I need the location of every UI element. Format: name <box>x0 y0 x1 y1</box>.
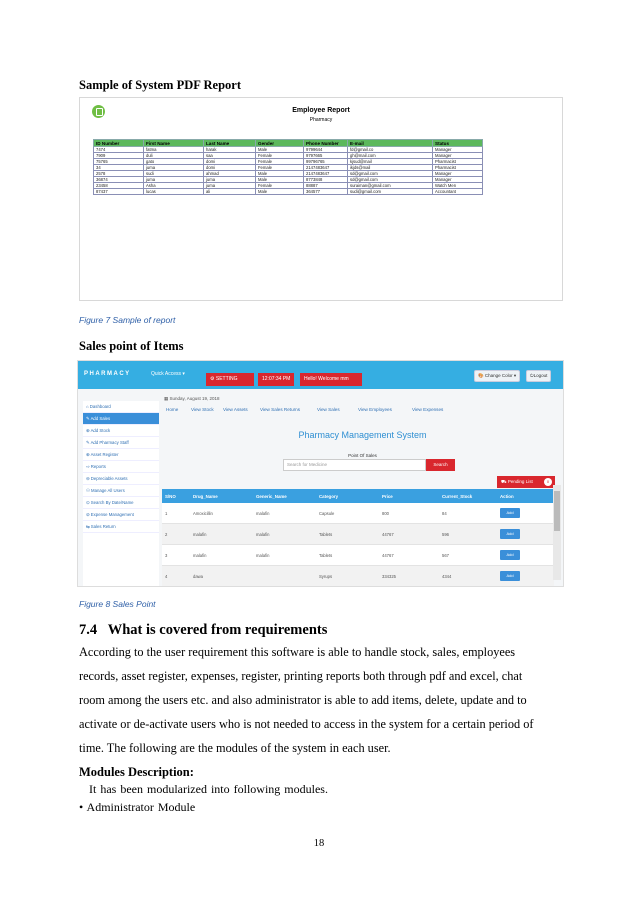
table-row <box>162 545 554 566</box>
table-cell: sudi@gmail.com <box>348 189 433 195</box>
table-row <box>94 189 483 195</box>
change-color-button[interactable]: 🎨 Change Color ▾ <box>474 370 520 382</box>
logout-label: Logout <box>533 373 548 378</box>
sidebar <box>83 401 159 586</box>
action-cell <box>497 503 554 524</box>
table-cell: malafin <box>253 524 316 545</box>
table-cell: 596 <box>439 524 497 545</box>
welcome-user: mm <box>340 376 349 382</box>
table-cell: Manager <box>433 147 483 153</box>
nav-link-view-sales[interactable]: View Sales <box>317 407 340 412</box>
change-color-label: Change Color ▾ <box>484 373 517 378</box>
sidebar-item-label: Reports <box>90 464 106 469</box>
sidebar-item-label: Search By Date/Name <box>90 500 134 505</box>
pending-label: Pending <box>507 479 525 484</box>
sidebar-item-icon: ⊘ <box>86 512 91 517</box>
sidebar-item-icon: ⌂ <box>86 404 90 409</box>
table-cell: sudi <box>144 171 204 177</box>
sidebar-item-label: Add Stock <box>90 428 111 433</box>
table-cell: gato <box>144 159 204 165</box>
table-cell: duli <box>144 153 204 159</box>
section-heading: 7.4 What is covered from requirements <box>79 622 328 638</box>
table-cell: sd@gmail.com <box>348 171 433 177</box>
table-cell: 1 <box>162 503 190 524</box>
list-label: List <box>525 479 533 484</box>
sidebar-item-icon: ⊖ <box>86 476 91 481</box>
sales-point-figure <box>77 360 564 587</box>
pending-list-button[interactable]: ⛟ Pending List 0 <box>497 476 555 488</box>
table-cell: 7474 <box>94 147 144 153</box>
table-cell: Tablets <box>316 524 379 545</box>
table-cell: fd@gmail.co <box>348 147 433 153</box>
sidebar-item-label: Dashboard <box>89 404 111 409</box>
sidebar-item-label: Expense Management <box>90 512 134 517</box>
table-cell: lucas <box>144 189 204 195</box>
report-title: Employee Report <box>292 107 350 114</box>
setting-button[interactable]: ⚙ SETTING <box>206 373 254 386</box>
table-cell: fatma <box>144 147 204 153</box>
table-cell: juma <box>204 177 256 183</box>
date-label: Sunday, August 19, 2018 <box>169 396 220 401</box>
table-cell: kjsud@mail <box>348 159 433 165</box>
table-cell: Accountant <box>433 189 483 195</box>
brand-logo[interactable]: PHARMACY <box>84 371 131 377</box>
report-sample-heading: Sample of System PDF Report <box>79 78 242 92</box>
table-cell: Male <box>256 147 304 153</box>
table-cell: 87437 <box>94 189 144 195</box>
table-cell <box>253 566 316 587</box>
sidebar-item-reports[interactable] <box>83 461 159 473</box>
sidebar-item-label: Add Sales <box>90 416 111 421</box>
table-cell: Pharmacist <box>433 165 483 171</box>
table-cell: 800 <box>379 503 439 524</box>
drug-table-header: Drug_Name <box>190 489 253 503</box>
table-cell: 2147483647 <box>304 165 348 171</box>
table-cell: juma <box>144 177 204 183</box>
employee-table-header: First Name <box>144 140 204 147</box>
table-cell: harak <box>204 147 256 153</box>
date-display: ▦ Sunday, August 19, 2018 <box>164 396 220 401</box>
table-cell: saa <box>204 153 256 159</box>
table-cell: 8773848 <box>304 177 348 183</box>
employee-table-header: Phone Number <box>304 140 348 147</box>
table-cell: 99796765 <box>304 159 348 165</box>
table-cell: Amoxicillin <box>190 503 253 524</box>
nav-link-home[interactable]: Home <box>166 407 179 412</box>
sidebar-item-depreciable-assets[interactable] <box>83 473 159 485</box>
employee-table-header: Gender <box>256 140 304 147</box>
table-cell: Female <box>256 153 304 159</box>
table-cell: 9797665 <box>304 153 348 159</box>
table-cell: 44767 <box>379 545 439 566</box>
table-cell: 36874 <box>94 177 144 183</box>
sidebar-item-add-sales[interactable] <box>83 413 159 425</box>
drug-table-header: Action <box>497 489 554 503</box>
sidebar-item-add-stock[interactable] <box>83 425 159 437</box>
sidebar-item-label: Sales Return <box>90 524 116 529</box>
paragraph-line: activate or de-activate users who is not needed to access in the system for a certain period of <box>79 717 534 731</box>
table-cell: 567 <box>439 545 497 566</box>
table-cell: 334325 <box>379 566 439 587</box>
table-cell: Syrups <box>316 566 379 587</box>
sidebar-item-icon: ⊙ <box>86 500 91 505</box>
table-cell: Manager <box>433 177 483 183</box>
table-cell: juma <box>144 165 204 171</box>
table-cell: 2578 <box>94 171 144 177</box>
paragraph-line: According to the user requirement this software is able to handle stock, sales, employees <box>79 645 516 659</box>
sidebar-item-icon: ⇨ <box>86 464 91 469</box>
table-cell: 44767 <box>379 524 439 545</box>
table-cell: Male <box>256 177 304 183</box>
modules-heading: Modules Description: <box>79 765 194 779</box>
pending-count-badge: 0 <box>544 478 552 486</box>
table-cell: 23458 <box>94 183 144 189</box>
table-cell: 9799644 <box>304 147 348 153</box>
nav-link-view-assets[interactable]: View Assets <box>223 407 248 412</box>
employee-table-header: Last Name <box>204 140 256 147</box>
sidebar-item-label: Manage All Users <box>91 488 125 493</box>
table-cell: 2147483647 <box>304 171 348 177</box>
sidebar-item-search-by-date-name[interactable] <box>83 497 159 509</box>
table-cell: 4 <box>162 566 190 587</box>
employee-table-header: Status <box>433 140 483 147</box>
table-cell: 3 <box>162 545 190 566</box>
employee-table <box>93 139 483 195</box>
paragraph-line: room among the users etc. and also administrator is able to add items, delete, update and to <box>79 693 527 707</box>
sidebar-item-icon: ✎ <box>86 416 91 421</box>
figure-8-caption: Figure 8 Sales Point <box>79 599 156 609</box>
table-cell: 75765 <box>94 159 144 165</box>
page-title: Pharmacy Management System <box>298 430 427 440</box>
table-cell: Manager <box>433 171 483 177</box>
table-cell: 4344 <box>439 566 497 587</box>
table-cell: sd@gmail.com <box>348 177 433 183</box>
table-cell: 7909 <box>94 153 144 159</box>
table-cell: malafin <box>190 545 253 566</box>
nav-link-view-sales-returns[interactable]: View Sales Returns <box>260 407 301 412</box>
table-cell: Female <box>256 183 304 189</box>
main-content <box>162 393 563 586</box>
sidebar-item-label: Add Pharmacy Staff <box>90 440 129 445</box>
page-number: 18 <box>313 838 325 849</box>
table-row <box>162 566 554 587</box>
sidebar-item-asset-register[interactable] <box>83 449 159 461</box>
table-cell: Male <box>256 171 304 177</box>
point-of-sales-label: Point Of Sales <box>348 453 377 458</box>
medicine-search-input[interactable]: Search for Medicine <box>283 459 426 471</box>
scrollbar-thumb[interactable] <box>554 491 560 531</box>
table-cell: 34 <box>94 165 144 171</box>
table-row <box>162 524 554 545</box>
welcome-label: Hello! Welcome <box>304 376 339 382</box>
report-subtitle: Pharmacy <box>309 117 333 123</box>
sidebar-item-manage-all-users[interactable] <box>83 485 159 497</box>
table-cell: dawa <box>190 566 253 587</box>
table-cell: Asha <box>144 183 204 189</box>
table-cell: domi <box>204 165 256 171</box>
sales-point-heading: Sales point of Items <box>79 339 184 353</box>
table-cell: ikjds@mail <box>348 165 433 171</box>
drug-table <box>162 489 554 587</box>
drug-table-header: S/NO <box>162 489 190 503</box>
quick-access-menu[interactable]: Quick Access ▾ <box>151 371 185 377</box>
table-cell: ali <box>204 189 256 195</box>
sidebar-item-dashboard[interactable] <box>83 401 159 413</box>
table-cell: suraiman@gmail.com <box>348 183 433 189</box>
sidebar-item-icon: ⊕ <box>86 428 91 433</box>
nav-link-view-employees[interactable]: View Employees <box>358 407 392 412</box>
sidebar-item-sales-return[interactable] <box>83 521 159 533</box>
clock-display: 12:07:34 PM <box>258 373 294 386</box>
table-cell: 364577 <box>304 189 348 195</box>
module-item: • Administrator Module <box>79 800 196 814</box>
table-cell: 2 <box>162 524 190 545</box>
drug-table-header: Category <box>316 489 379 503</box>
table-cell: Pharmacist <box>433 159 483 165</box>
table-cell: malafin <box>190 524 253 545</box>
table-cell: Manager <box>433 153 483 159</box>
sidebar-item-icon: ⊕ <box>86 452 91 457</box>
sidebar-item-icon: ⇆ <box>86 524 91 529</box>
body-paragraph <box>79 640 561 760</box>
table-cell: malafin <box>253 545 316 566</box>
sidebar-item-icon: ⚇ <box>86 488 92 493</box>
paragraph-line: time. The following are the modules of the system in each user. <box>79 741 391 755</box>
sidebar-item-add-pharmacy-staff[interactable] <box>83 437 159 449</box>
table-cell: domi <box>204 159 256 165</box>
top-navbar <box>78 361 563 389</box>
drug-table-header: Generic_Name <box>253 489 316 503</box>
sidebar-item-icon: ✎ <box>86 440 91 445</box>
setting-label: SETTING <box>215 376 238 382</box>
add-to-cart-button[interactable]: Add <box>500 550 520 560</box>
logout-button[interactable]: ⏻Logout <box>526 370 551 382</box>
action-cell <box>497 545 554 566</box>
action-cell <box>497 524 554 545</box>
action-cell <box>497 566 554 587</box>
table-cell: 84 <box>439 503 497 524</box>
table-cell: Male <box>256 189 304 195</box>
welcome-badge <box>300 373 362 386</box>
nav-link-view-expenses[interactable]: View Expenses <box>412 407 444 412</box>
drug-table-header: Current_Stock <box>439 489 497 503</box>
table-cell: Capsule <box>316 503 379 524</box>
nav-link-view-stock[interactable]: View Stock <box>191 407 214 412</box>
table-cell: 88887 <box>304 183 348 189</box>
table-cell: Female <box>256 165 304 171</box>
paragraph-line: records, asset register, expenses, register, printing reports both through pdf and excel, chat <box>79 669 523 683</box>
employee-report-figure <box>79 97 563 301</box>
add-to-cart-button[interactable]: Add <box>500 571 520 581</box>
sidebar-item-label: Asset Register <box>90 452 119 457</box>
add-to-cart-button[interactable]: Add <box>500 529 520 539</box>
modules-intro: It has been modularized into following modules. <box>89 782 328 796</box>
figure-7-caption: Figure 7 Sample of report <box>79 315 176 325</box>
table-cell: Tablets <box>316 545 379 566</box>
sidebar-item-label: Depreciable Assets <box>90 476 128 481</box>
drug-table-header: Price <box>379 489 439 503</box>
table-cell: gh@mail.com <box>348 153 433 159</box>
add-to-cart-button[interactable]: Add <box>500 508 520 518</box>
table-row <box>162 503 554 524</box>
table-cell: juma <box>204 183 256 189</box>
table-cell: Watch Men <box>433 183 483 189</box>
table-scrollbar[interactable] <box>553 485 561 580</box>
search-button[interactable]: Search <box>426 459 455 471</box>
employee-table-header: ID Number <box>94 140 144 147</box>
table-cell: malafin <box>253 503 316 524</box>
sidebar-item-expense-management[interactable] <box>83 509 159 521</box>
employee-table-header: E-mail <box>348 140 433 147</box>
table-cell: Female <box>256 159 304 165</box>
table-cell: ahmad <box>204 171 256 177</box>
